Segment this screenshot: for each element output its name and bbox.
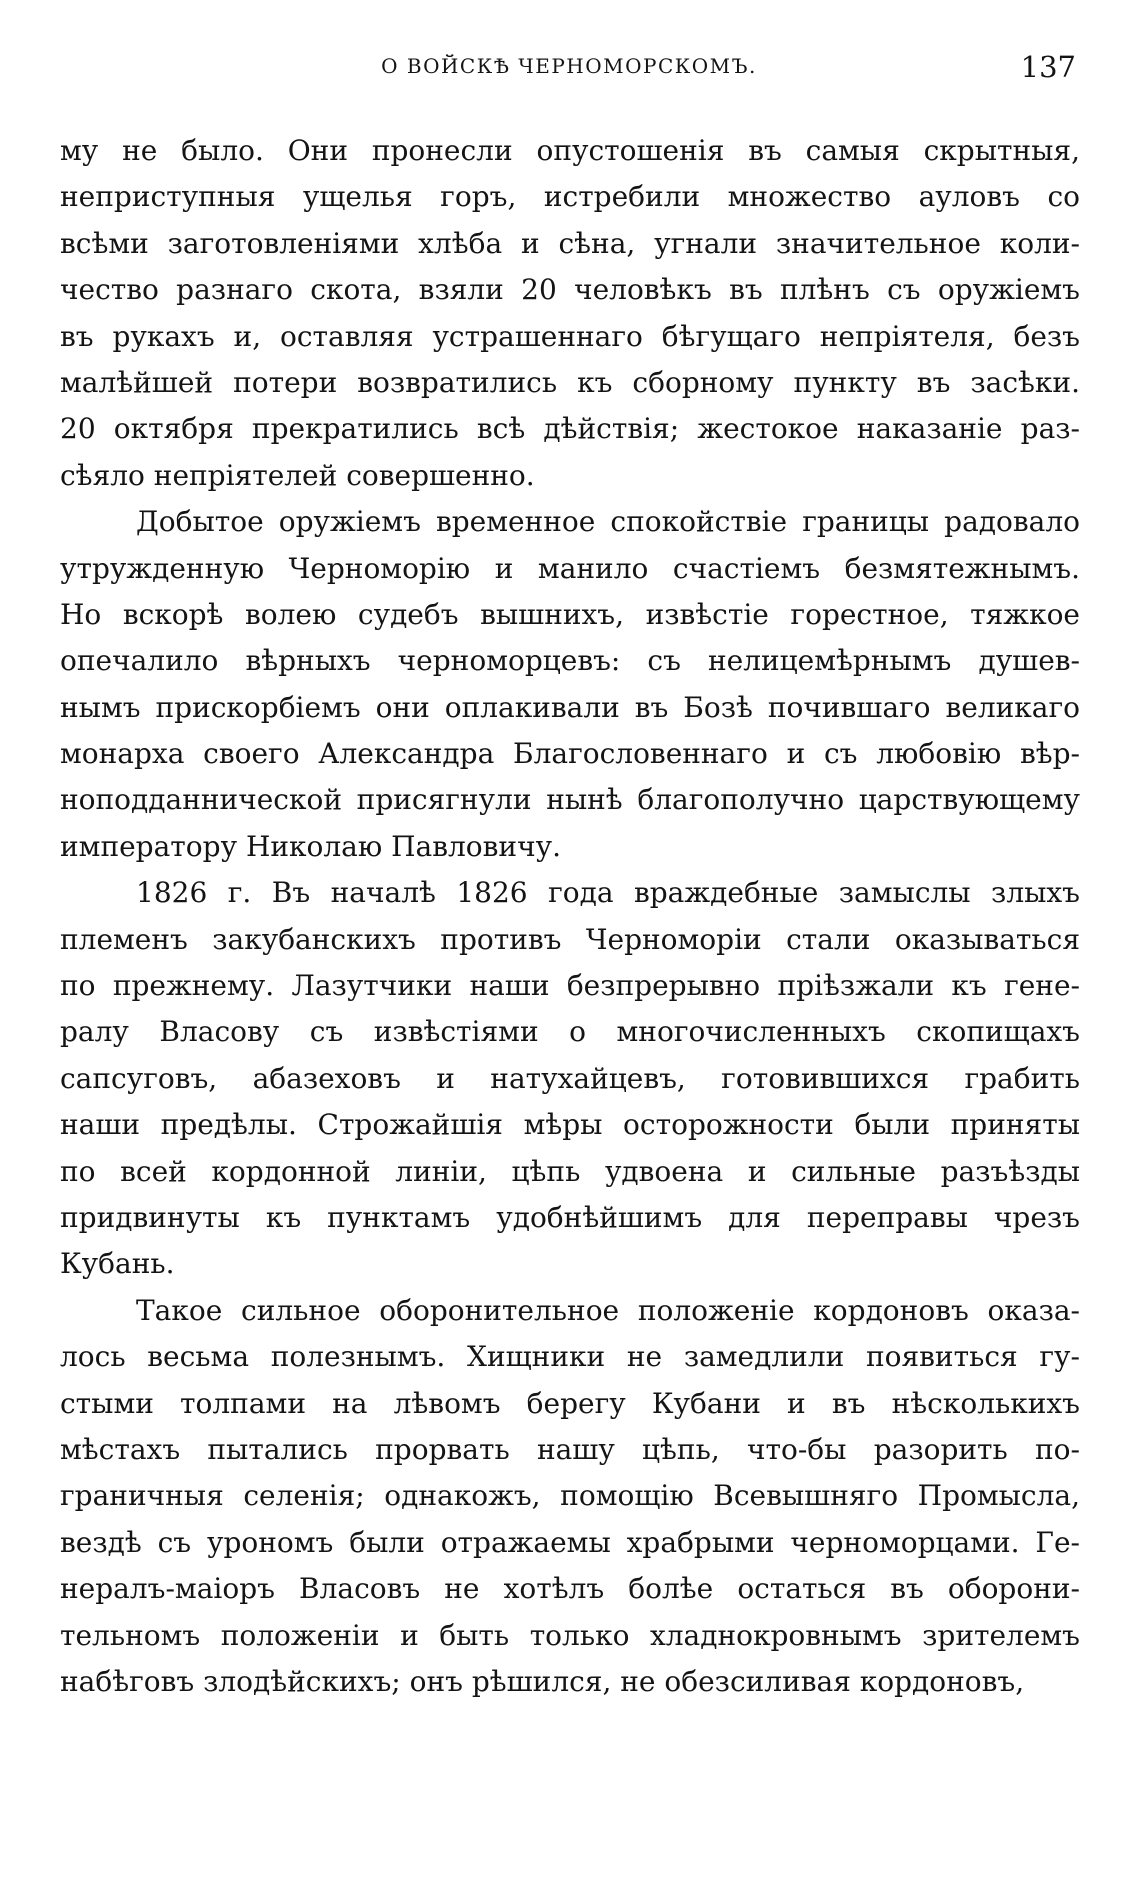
text-line: Кубань. — [60, 1247, 175, 1281]
text-line: императору Николаю Павловичу. — [60, 829, 561, 863]
text-line: наши предѣлы. Строжайшія мѣры осторожности были приняты — [60, 1108, 1080, 1142]
paragraph — [60, 870, 1080, 1288]
paragraph — [60, 128, 1080, 499]
text-line: вездѣ съ урономъ были отражаемы храбрыми черноморцами. Ге- — [60, 1525, 1080, 1559]
text-line: племенъ закубанскихъ противъ Черноморіи стали оказываться — [60, 922, 1080, 956]
text-line: по прежнему. Лазутчики наши безпрерывно пріѣзжали къ гене- — [60, 969, 1080, 1003]
text-line: всѣми заготовленіями хлѣба и сѣна, угнали значительное коли- — [60, 226, 1080, 260]
text-line: неприступныя ущелья горъ, истребили множество ауловъ со — [60, 180, 1080, 214]
text-line: стыми толпами на лѣвомъ берегу Кубани и въ нѣсколькихъ — [60, 1386, 1080, 1420]
page-header — [62, 50, 1076, 94]
text-line: въ рукахъ и, оставляя устрашеннаго бѣгущаго непріятеля, безъ — [60, 319, 1080, 353]
text-line: по всей кордонной линіи, цѣпь удвоена и сильные разъѣзды — [60, 1154, 1080, 1188]
text-line: сѣяло непріятелей совершенно. — [60, 458, 535, 492]
paragraph — [60, 1288, 1080, 1706]
text-line: граничныя селенія; однакожъ, помощію Всевышняго Промысла, — [60, 1479, 1080, 1513]
text-line: мѣстахъ пытались прорвать нашу цѣпь, что-бы разорить по- — [60, 1432, 1080, 1466]
text-line: сапсуговъ, абазеховъ и натухайцевъ, готовившихся грабить — [60, 1061, 1080, 1095]
text-line: лось весьма полезнымъ. Хищники не замедлили появиться гу- — [60, 1340, 1080, 1374]
text-line: утружденную Черноморію и манило счастіемъ безмятежнымъ. — [60, 551, 1080, 585]
text-line: нымъ прискорбіемъ они оплакивали въ Бозѣ почившаго великаго — [60, 690, 1080, 724]
text-line: нералъ-маіоръ Власовъ не хотѣлъ болѣе остаться въ оборони- — [60, 1572, 1080, 1606]
text-line: придвинуты къ пунктамъ удобнѣйшимъ для переправы чрезъ — [60, 1200, 1080, 1234]
text-line: набѣговъ злодѣйскихъ; онъ рѣшился, не обезсиливая кордоновъ, — [60, 1664, 1025, 1698]
text-line: ноподданнической присягнули нынѣ благополучно царствующему — [60, 783, 1080, 817]
text-line: чество разнаго скота, взяли 20 человѣкъ въ плѣнъ съ оружіемъ — [60, 273, 1080, 307]
text-line: монарха своего Александра Благословеннаго и съ любовію вѣр- — [60, 737, 1080, 771]
body-text — [60, 128, 1080, 1705]
text-line: малѣйшей потери возвратились къ сборному пункту въ засѣки. — [60, 365, 1080, 399]
text-line: 1826 г. Въ началѣ 1826 года враждебные замыслы злыхъ — [136, 876, 1080, 910]
text-line: Такое сильное оборонительное положеніе кордоновъ оказа- — [136, 1293, 1080, 1327]
paragraph — [60, 499, 1080, 870]
text-line: Добытое оружіемъ временное спокойствіе границы радовало — [136, 505, 1080, 539]
page-number: 137 — [1020, 50, 1076, 84]
text-line: Но вскорѣ волею судебъ вышнихъ, извѣстіе горестное, тяжкое — [60, 597, 1080, 631]
text-line: 20 октября прекратились всѣ дѣйствія; жестокое наказаніе раз- — [60, 412, 1080, 446]
running-head: О ВОЙСКѢ ЧЕРНОМОРСКОМЪ. — [381, 54, 757, 78]
text-line: му не было. Они пронесли опустошенія въ самыя скрытныя, — [60, 134, 1080, 167]
text-line: опечалило вѣрныхъ черноморцевъ: съ нелицемѣрнымъ душев- — [60, 644, 1080, 678]
text-line: тельномъ положеніи и быть только хладнокровнымъ зрителемъ — [60, 1618, 1080, 1652]
text-line: ралу Власову съ извѣстіями о многочисленныхъ скопищахъ — [60, 1015, 1080, 1049]
